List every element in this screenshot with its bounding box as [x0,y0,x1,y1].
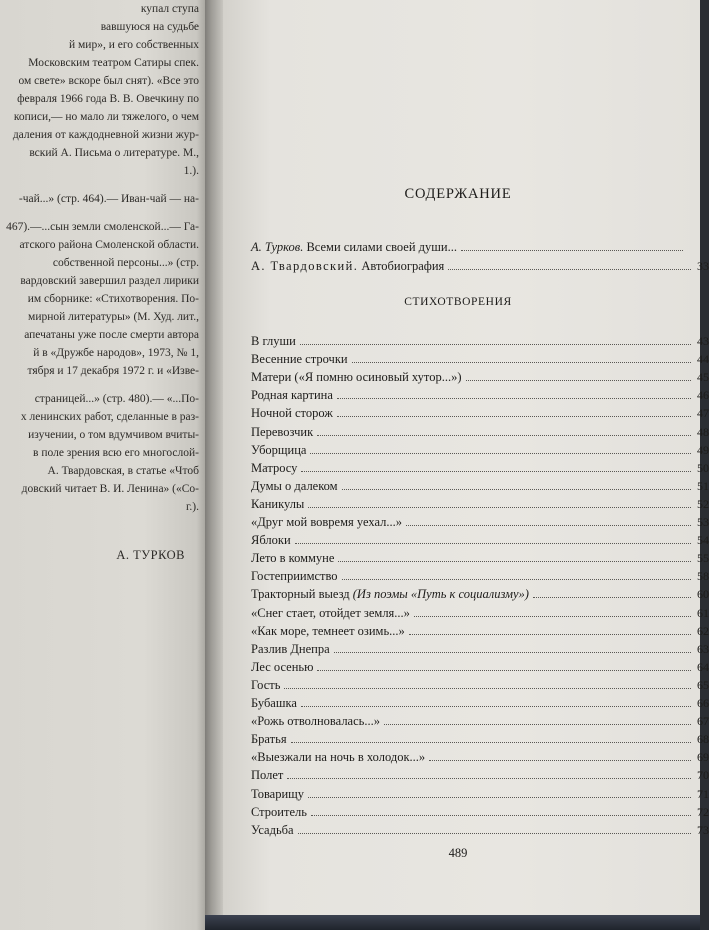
toc-leader [448,259,691,270]
toc-entry-title-text: Усадьба [251,822,294,837]
toc-leader [310,443,691,454]
left-page-line: -чай...» (стр. 464).— Иван-чай — на- [18,193,199,205]
toc-entry-title-text: Перевозчик [251,424,314,439]
toc-leader [429,750,691,761]
toc-entry-title-text: Яблоки [251,533,291,548]
book-gutter [205,0,223,930]
toc-leader [342,569,691,580]
toc-leader [466,370,691,381]
toc-entry-title-text: В глуши [251,334,296,348]
toc-leader [291,732,691,743]
contents-title: СОДЕРЖАНИЕ [404,186,512,202]
toc-entry [251,641,709,659]
toc-leader [308,787,691,798]
toc-entry-title-text: Бубашка [251,696,297,710]
toc-entry-title-text: Думы о далеком [251,478,338,493]
toc-page: 48 [697,424,709,439]
toc-entry-title [251,425,313,440]
toc-leader [284,678,691,689]
toc-entry [251,786,709,804]
toc-entry-title [251,515,402,530]
toc-entry [251,551,709,568]
toc-page: 47 [697,406,709,421]
toc-entry-title [251,479,338,494]
left-page-line: й в «Дружбе народов», 1973, № 1, [33,347,199,359]
toc-page: 54 [697,533,709,548]
left-page-line: страницей...» (стр. 480).— «...По- [34,393,199,405]
toc-entry-title [251,497,304,512]
toc-leader [533,587,691,598]
signature: А. ТУРКОВ [116,548,185,562]
left-page-line: изучении, о том вдумчивом вчиты- [28,429,199,441]
left-page-line: апечатаны уже после смерти автора [24,329,199,341]
toc-entry-title [251,787,304,802]
toc-entry-title-text: Гостеприимство [251,569,338,584]
book-edge [205,915,700,930]
toc-entry-title [251,732,287,747]
toc-entry-title [251,750,425,765]
toc-entry-title-text: «Выезжали на ночь в холодок...» [251,750,426,765]
left-page-line: вардовский завершил раздел лирики [20,275,199,287]
toc-entry-title [251,461,297,476]
toc-leader [300,334,691,345]
right-page [223,0,709,915]
toc-page: 46 [697,388,709,403]
toc-entry-title-text: Строитель [251,804,307,819]
toc-page: 62 [697,623,709,638]
toc-entry-title [251,642,330,657]
toc-entry-title [251,678,280,693]
toc-entry [251,677,709,695]
toc-leader [342,479,691,490]
left-page-line: ом свете» вскоре был снят). «Все это [18,75,199,87]
toc-author: А. Твардовский. [251,259,359,273]
toc-entry [251,569,709,586]
left-page-line: вавшуюся на судьбе [100,21,199,33]
toc-page: 61 [697,605,709,620]
left-page-line: А. Твардовская, в статье «Чтоб [47,465,199,477]
left-page-line: собственной персоны...» (стр. [52,257,199,269]
toc-entry-title-text: Весенние строчки [251,352,348,367]
toc-page: 33 [697,259,709,273]
toc-entry-title-text: Лес осенью [251,659,314,674]
left-page-line: довский читает В. И. Ленина» («Со- [21,483,199,495]
toc-entry [251,714,709,731]
section-title: СТИХОТВОРЕНИЯ [404,296,512,308]
toc-leader [352,352,691,363]
toc-page: 43 [697,334,709,348]
toc-entry-title [251,587,529,602]
toc-leader [311,805,691,816]
toc-leader [301,696,691,707]
toc-entry-title [251,606,410,621]
toc-entry [251,732,709,749]
toc-entry [251,334,709,351]
toc-page: 45 [697,370,709,385]
toc-author: А. Турков. [251,240,304,254]
toc-entry [251,533,709,550]
toc-entry-title-text: Товарищу [251,786,305,801]
left-page-line: вский А. Письма о литературе. М., [29,147,199,159]
toc-entry [251,388,709,405]
toc-entry [251,442,709,460]
toc-leader [295,533,691,544]
toc-page: 55 [697,551,709,566]
toc-leader [317,660,691,671]
toc-entry [251,352,709,369]
toc-page: 60 [697,587,709,602]
toc-page: 64 [697,659,709,674]
toc-entry [251,696,709,713]
toc-page: 52 [697,496,709,511]
toc-page: 51 [697,478,709,493]
toc-leader [301,461,691,472]
toc-entry-title-text: «Как море, темнеет озимь...» [251,623,405,638]
toc-entry-title [251,352,348,367]
toc-entry-title-text: Матери («Я помню осиновый хутор...») [251,370,462,385]
toc-entry [251,659,709,677]
left-page-line: мирной литературы» (М. Худ. лит., [28,311,199,323]
toc-entry-title [251,805,307,820]
toc-entry-title [251,533,291,548]
toc-page: 70 [697,768,709,783]
toc-entry [251,460,709,478]
left-page-line: 1.). [183,165,199,177]
toc-entry-title [251,388,333,403]
toc-entry-title-text: «Друг мой вовремя уехал...» [251,515,402,529]
toc-page: 69 [697,750,709,765]
left-page-line: им сборнике: «Стихотворения. По- [27,293,199,305]
left-page-line: х ленинских работ, сделанные в раз- [20,411,199,423]
left-page-line: даления от каждодневной жизни жур- [12,129,199,141]
left-page-line: 467).—...сын земли смоленской...— Га- [6,221,199,233]
toc-entry [251,623,709,641]
toc-entry [251,424,709,442]
toc-page: 66 [697,696,709,710]
toc-intro-row [251,240,699,257]
toc-entry [251,587,709,604]
toc-page: 73 [697,822,709,837]
page-number: 489 [448,846,468,860]
left-page-line: тября и 17 декабря 1972 г. и «Изве- [27,365,199,377]
toc-leader [337,388,691,399]
toc-entry [251,496,709,514]
left-page-line: атского района Смоленской области. [19,239,199,251]
toc-entry-title [251,660,313,675]
toc-leader [409,624,691,635]
toc-title: Всеми силами своей души... [303,240,457,254]
toc-entry-title-text: Матросу [251,460,298,475]
toc-entry-title-text: Полет [251,768,284,783]
left-page [0,0,205,930]
toc-entry-title-text: Гость [251,677,281,692]
toc-page: 63 [697,641,709,656]
toc-leader [287,768,691,779]
toc-page: 44 [697,352,709,367]
toc-page: 68 [697,732,709,747]
toc-entry-title [251,551,334,566]
toc-entry-title-text: «Снег стает, отойдет земля...» [251,605,410,620]
toc-entry [251,804,709,822]
toc-page: 49 [697,442,709,457]
toc-entry-title-text: Каникулы [251,496,305,511]
toc-entry-title-text: Братья [251,732,287,747]
toc-entry [251,750,709,767]
toc-page: 53 [697,515,709,529]
toc-entry-title-text: Ночной сторож [251,406,333,421]
toc-entry-title-text: Родная картина [251,388,333,403]
toc-leader [337,406,691,417]
toc-entry-title [251,443,306,458]
left-page-line: Московским театром Сатиры спек. [28,57,199,69]
toc-entry-title-text: Уборщица [251,442,307,457]
toc-entry-title-text: Лето в коммуне [251,551,335,566]
toc-page: 58 [697,569,709,584]
left-page-line: кописи,— но мало ли тяжелого, о чем [13,111,199,123]
toc-entry [251,768,709,785]
toc-entry [251,822,709,840]
toc-leader [308,497,691,508]
toc-entry-subtitle: (Из поэмы «Путь к социализму») [352,587,529,602]
toc-entry-title [251,334,296,349]
toc-entry [251,370,709,387]
toc-entry [251,406,709,423]
left-page-line: г.). [186,501,199,513]
toc-entry-title [251,823,294,838]
toc-entry-title [251,370,462,385]
left-page-line: й мир», и его собственных [69,39,199,51]
toc-leader [384,714,691,725]
toc-entry-title [251,624,405,639]
toc-page: 71 [697,786,709,801]
toc-page: 50 [697,460,709,475]
toc-intro-row [251,259,709,276]
toc-leader [298,823,691,834]
toc-entry-title [251,714,380,729]
toc-leader [406,515,691,526]
toc-entry-title-text: Тракторный выезд [251,587,353,602]
toc-entry [251,605,709,623]
left-page-line: февраля 1966 года В. В. Овечкину по [17,93,199,105]
toc-page: 72 [697,804,709,819]
left-page-line: в поле зрения всю его многослой- [33,447,199,459]
toc-entry-title [251,696,297,711]
toc-entry-title [251,768,283,783]
left-page-line: купал ступа [140,3,199,15]
toc-leader [338,551,691,562]
toc-page: 65 [697,677,709,692]
toc-entry-title [251,406,333,421]
toc-entry-title-text: Разлив Днепра [251,641,330,656]
toc-leader [334,642,691,653]
toc-page: 67 [697,714,709,729]
toc-leader [317,425,691,436]
toc-entry [251,515,709,532]
toc-entry-title [251,569,338,584]
toc-entry-title-text: «Рожь отволновалась...» [251,714,380,729]
toc-title: Автобиография [358,259,445,273]
toc-entry [251,478,709,496]
toc-leader [461,240,683,251]
toc-leader [414,606,691,617]
